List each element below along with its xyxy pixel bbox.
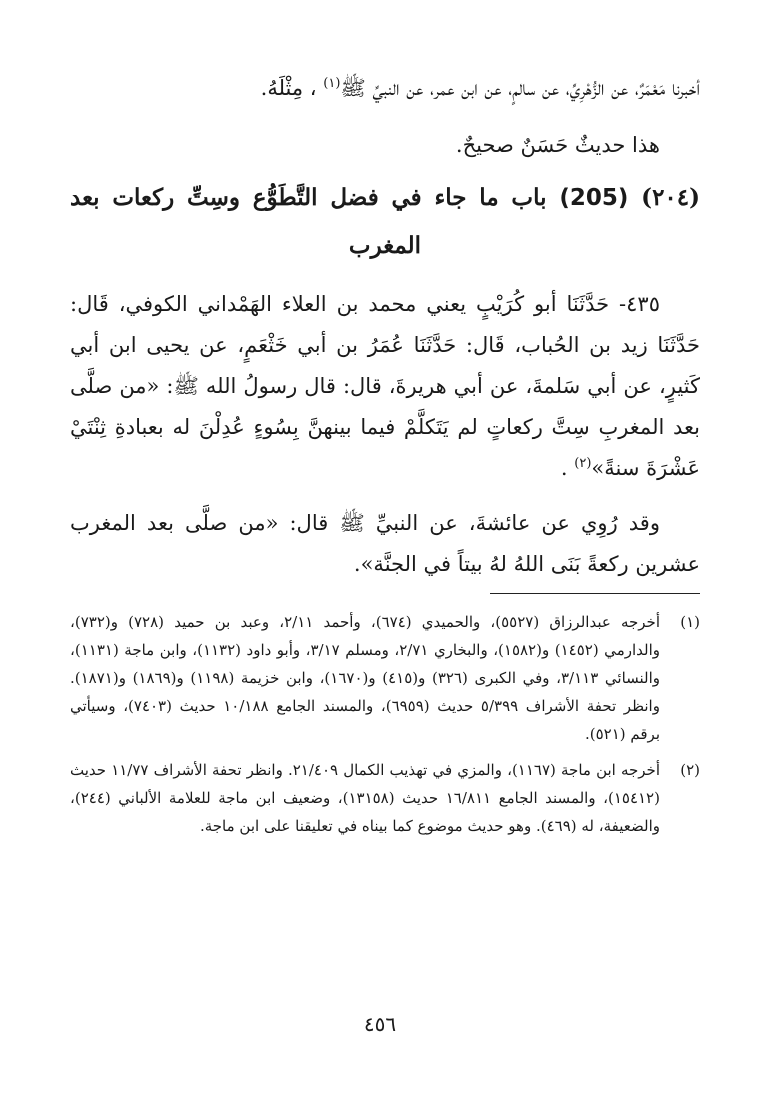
second-paragraph: وقد رُوِي عن عائشةَ، عن النبيِّ ﷺ قال: «من صلَّى بعد المغرب عشرين ركعةً بَنَى اللهُ لهُ بيتاً في الجنَّة». <box>70 511 700 576</box>
page-number: ٤٥٦ <box>363 1012 397 1036</box>
footnote-marker-1[interactable]: (١) <box>323 76 341 91</box>
hadith-paragraph <box>70 284 700 489</box>
hadith-tail: . <box>560 456 575 480</box>
footnote-number: (١) <box>680 613 700 631</box>
page-body <box>70 68 700 848</box>
footnote-divider <box>490 593 700 594</box>
hadith-text: حَدَّثَنَا أبو كُرَيْبٍ يعني محمد بن العلاء الهَمْداني الكوفي، قَال: حَدَّثَنَا زيد بن الحُباب، قَال: حَدَّثَنَا عُمَرُ بن أبي خَثْعَمٍ، عن يحيى ابن أبي كَثيرٍ، عن أبي سَلمةَ، عن أبي هريرةَ، قال: قال رسولُ الله ﷺ: «من صلَّى بعد المغربِ سِتَّ ركعاتٍ لم يَتَكلَّمْ فيما بينهنَّ بِسُوءٍ عُدِلْنَ له بعبادةِ ثِنْتَيْ عَشْرَةَ سنةً» <box>70 292 700 480</box>
footnote-text: أخرجه ابن ماجة (١١٦٧)، والمزي في تهذيب الكمال ٢١/٤٠٩. وانظر تحفة الأشراف ١١/٧٧ حديث (١٥٤١٢)، والمسند الجامع ١٦/٨١١ حديث (١٣١٥٨)، وضعيف ابن ماجة للعلامة الألباني (٢٤٤)، والضعيفة، له (٤٦٩). وهو حديث موضوع كما بيناه في تعليقنا على ابن ماجة. <box>70 761 660 835</box>
chapter-heading <box>70 174 700 270</box>
hadith-number: ٤٣٥- <box>609 292 660 316</box>
hadith-grade: هذا حديثٌ حَسَنٌ صحيحٌ. <box>455 133 660 157</box>
footnote-marker-2[interactable]: (٢) <box>574 456 592 471</box>
chapter-number-arabic: (٢٠٤) <box>641 184 701 211</box>
footnote-number: (٢) <box>680 761 700 779</box>
footnote-2 <box>70 756 700 840</box>
intro-text: أخبرنا مَعْمَرٌ، عن الزُّهْرِيِّ، عن سالمٍ، عن ابن عمر، عن النبيِّ ﷺ <box>340 76 700 100</box>
chapter-title: باب ما جاء في فضل التَّطَوُّع وسِتِّ ركعات بعد المغرب <box>70 184 547 259</box>
intro-tail: ، مِثْلَهُ. <box>260 76 324 100</box>
footnote-text: أخرجه عبدالرزاق (٥٥٢٧)، والحميدي (٦٧٤)، وأحمد ٢/١١، وعبد بن حميد (٧٢٨) و(٧٣٢)، والدارمي (١٤٥٢) و(١٥٨٢)، والبخاري ٢/٧١، ومسلم ٣/١٧، وأبو داود (١١٣٢)، وابن ماجة (١١٣١)، والنسائي ٣/١١٣، وفي الكبرى (٣٢٦) و(٤١٥) و(١٦٧٠)، وابن خزيمة (١١٩٨) و(١٨٦٩) و(١٨٧١). وانظر تحفة الأشراف ٥/٣٩٩ حديث (٦٩٥٩)، والمسند الجامع ١٠/١٨٨ حديث (٧٤٠٣)، وسيأتي برقم (٥٢١). <box>70 613 661 743</box>
intro-paragraph <box>70 68 700 109</box>
footnotes <box>70 608 700 840</box>
footnote-1 <box>70 608 700 748</box>
chapter-number-latin: (205) <box>559 185 629 211</box>
